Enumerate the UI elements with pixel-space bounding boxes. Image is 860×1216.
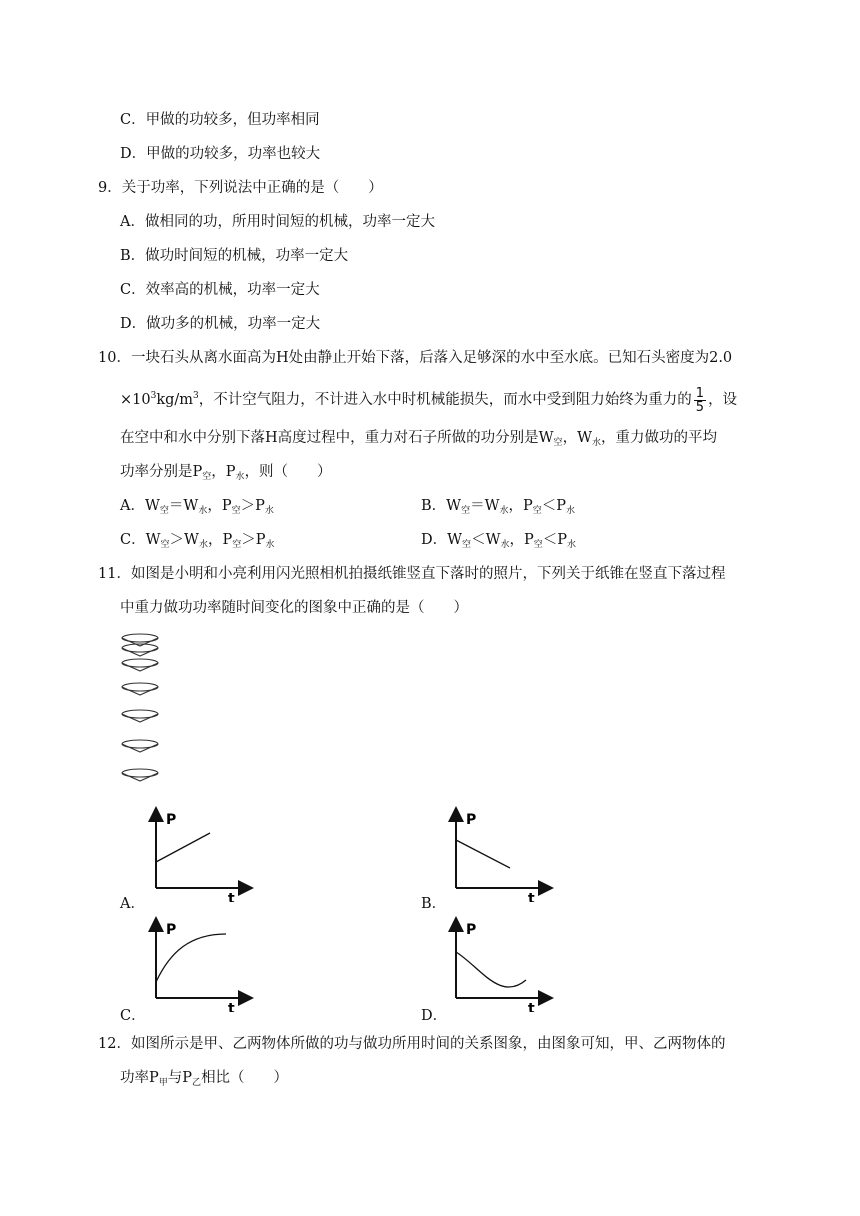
q10-option-b: B．$W_空=W_水$，$P_空<P_水$	[421, 498, 576, 516]
graph-a-increasing	[140, 802, 260, 902]
q9-option-d: D．做功多的机械，功率一定大	[120, 316, 321, 332]
paper-cone-icon	[122, 710, 158, 722]
graph-d-decreasing-curve	[440, 912, 560, 1012]
axis-label-t: t	[228, 891, 235, 902]
graph-d-label: D．	[421, 1008, 448, 1024]
axis-label-t: t	[528, 891, 535, 902]
q10-option-d: D．$W_空<W_水$，$P_空<P_水$	[421, 532, 577, 550]
axis-label-p: P	[166, 812, 177, 828]
axis-label-p: P	[466, 812, 477, 828]
graph-b-decreasing	[440, 802, 560, 902]
q10-option-a: A．$W_空=W_水$，$P_空>P_水$	[120, 498, 274, 516]
axis-label-t: t	[228, 1001, 235, 1012]
q10-option-c: C．$W_空>W_水$，$P_空>P_水$	[120, 532, 275, 550]
fraction-one-fifth: $\frac{1}{5}$	[695, 385, 705, 415]
q10-stem-line1: 10．一块石头从离水面高为H处由静止开始下落，后落入足够深的水中至水底。已知石头密度为2.0	[98, 350, 733, 366]
graph-b-label: B．	[421, 896, 447, 912]
paper-cone-icon	[122, 740, 158, 752]
graph-c-increasing-curve	[140, 912, 260, 1012]
q9-option-c: C．效率高的机械，功率一定大	[120, 282, 320, 298]
q10-stem-line3: 在空中和水中分别下落H高度过程中，重力对石子所做的功分别是$W_空$，$W_水$，重力做功的平均	[120, 430, 717, 448]
q10-stem-line4: 功率分别是$P_空$，$P_水$，则（ ）	[120, 464, 332, 482]
q9-option-a: A．做相同的功，所用时间短的机械，功率一定大	[120, 214, 435, 230]
q8-option-d: D．甲做的功较多，功率也较大	[120, 146, 321, 162]
paper-cone-icon	[122, 659, 158, 671]
axis-label-p: P	[166, 922, 177, 938]
q11-stem-line1: 11．如图是小明和小亮利用闪光照相机拍摄纸锥竖直下落时的照片，下列关于纸锥在竖直下落过程	[98, 566, 726, 582]
q9-option-b: B．做功时间短的机械，功率一定大	[120, 248, 349, 264]
q9-stem: 9．关于功率，下列说法中正确的是（ ）	[98, 180, 383, 196]
axis-label-t: t	[528, 1001, 535, 1012]
paper-cone-icon	[122, 683, 158, 695]
q8-option-c: C．甲做的功较多，但功率相同	[120, 112, 320, 128]
q12-stem-line2: 功率$P_甲$与$P_乙$相比（ ）	[120, 1070, 289, 1088]
graph-c-label: C．	[120, 1008, 146, 1024]
q11-stem-line2: 中重力做功功率随时间变化的图象中正确的是（ ）	[120, 600, 468, 616]
paper-cone-icon	[122, 769, 158, 781]
q10-stem-line2: $\times 10^3kg/m^3$，不计空气阻力，不计进入水中时机械能损失，而水中受到阻力始终为重力的 $\frac{1}{5}$ ，设	[120, 385, 738, 415]
q12-stem-line1: 12．如图所示是甲、乙两物体所做的功与做功所用时间的关系图象，由图象可知，甲、乙两物体的	[98, 1036, 726, 1052]
axis-label-p: P	[466, 922, 477, 938]
graph-a-label: A．	[120, 896, 145, 912]
paper-cone-strobe-figure	[118, 628, 178, 788]
